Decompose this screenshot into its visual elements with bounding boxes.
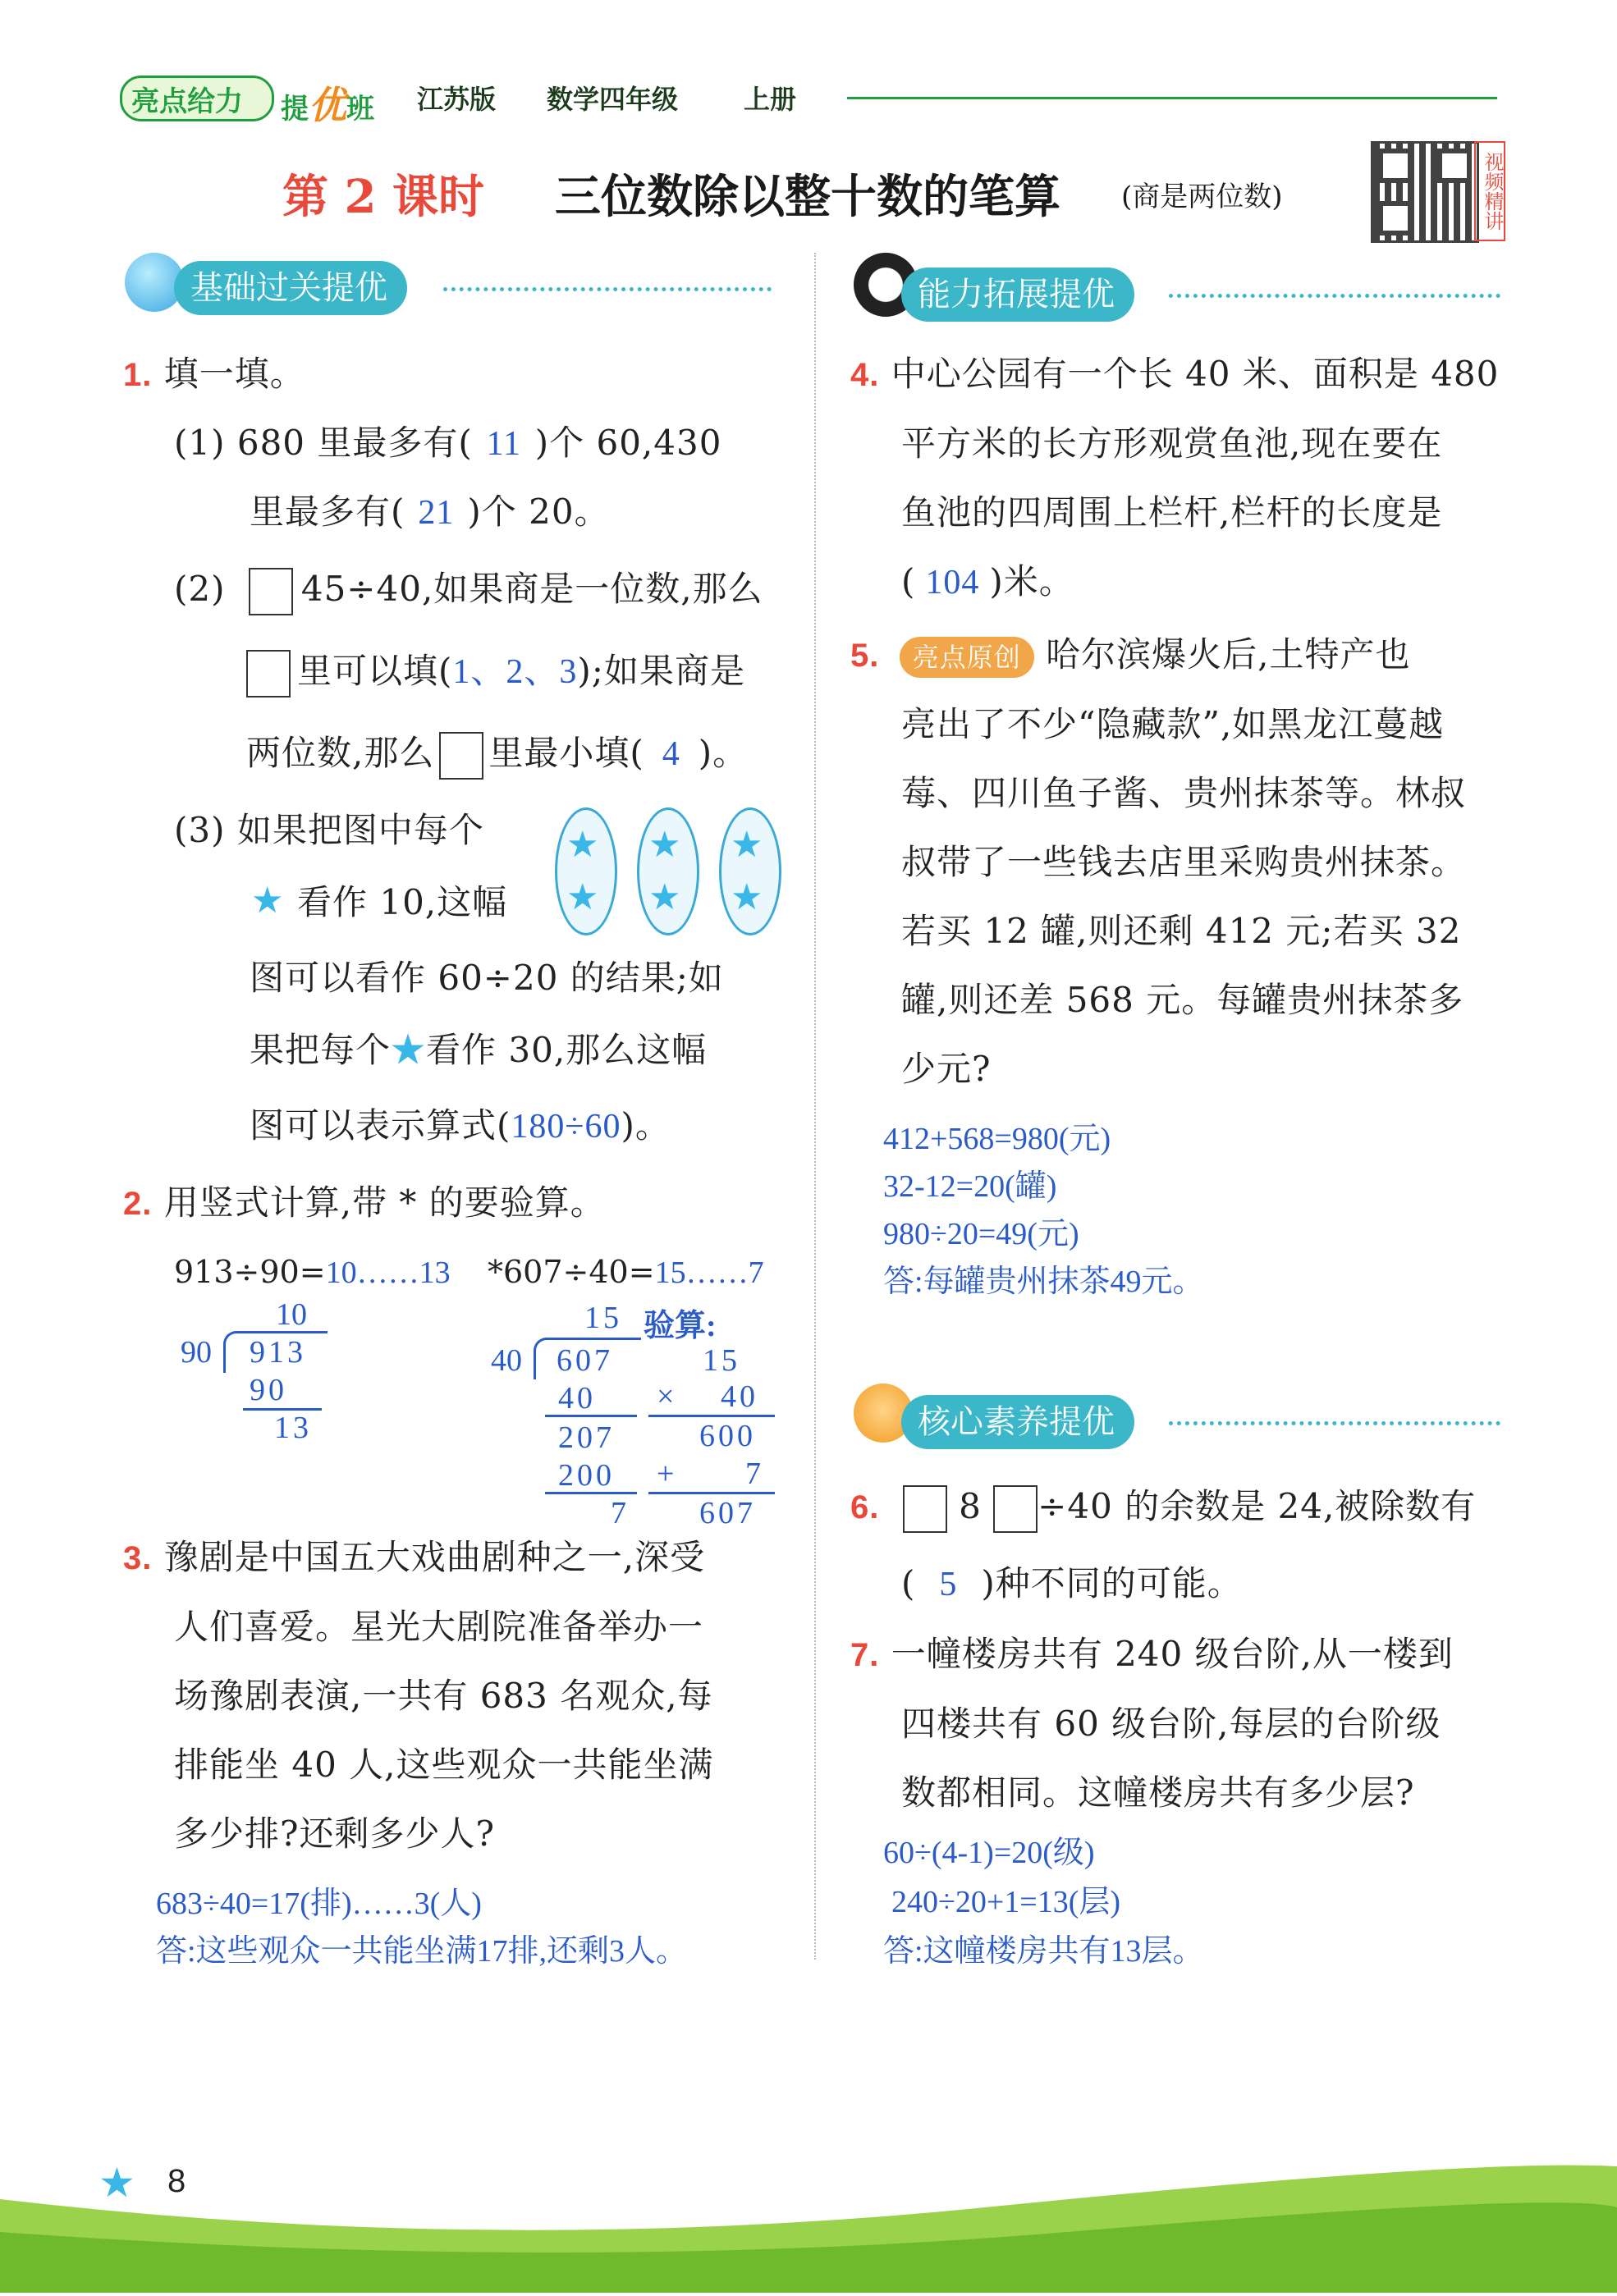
column-divider [814, 253, 816, 1960]
q5-answer-4[interactable]: 答:每罐贵州抹茶49元。 [883, 1265, 1204, 1299]
q2-stem [123, 1169, 606, 1238]
q1-p3-text-d: )。 [621, 1105, 671, 1146]
q7-line-1 [850, 1620, 1507, 1690]
q1-p2-answer2[interactable]: 4 [662, 735, 680, 773]
q1-p1-text-c: 里最多有( [250, 492, 405, 532]
section-core-dots [1169, 1421, 1500, 1425]
q5-answer-1[interactable]: 412+568=980(元) [883, 1122, 1111, 1156]
qr-code[interactable] [1371, 141, 1479, 243]
q1-p1-answer2[interactable]: 21 [418, 494, 455, 532]
q7-number: 7. [850, 1637, 880, 1673]
q7-line-1-text: 一幢楼房共有 240 级台阶,从一楼到 [891, 1634, 1454, 1674]
footer-wave-graphic [0, 2134, 1617, 2293]
q6-line-1-text: ÷40 的余数是 24,被除数有 [1038, 1486, 1477, 1526]
q2-eq2-text: *607÷40= [488, 1254, 655, 1290]
q7-text [850, 1620, 1507, 1827]
q1-p2-blank-box-2[interactable] [246, 650, 291, 697]
q1-number: 1. [123, 357, 153, 393]
q1-p1-text-d: )个 20。 [467, 492, 610, 532]
q1-part1-line2 [250, 478, 610, 547]
q3-text [123, 1523, 788, 1868]
q1-part2-line2 [246, 637, 745, 707]
section-basic-dots [443, 287, 772, 291]
q1-p2-text-f: )。 [698, 733, 749, 773]
section-basic: 基础过关提优 [174, 261, 407, 315]
q2-eq1-answer[interactable]: 10……13 [325, 1255, 451, 1290]
q6-digit: 8 [959, 1486, 982, 1526]
q2-equation-2 [488, 1254, 764, 1291]
q5-line-1 [850, 620, 1507, 690]
lesson-number: 第 2 课时 [282, 170, 484, 224]
ld2-quotient: 15 [584, 1301, 622, 1335]
section-core: 核心素养提优 [901, 1395, 1134, 1449]
q4-paren-open: ( [901, 561, 916, 601]
q2-eq2-answer[interactable]: 15……7 [654, 1255, 764, 1290]
q1-stem-text: 填一填。 [163, 354, 305, 394]
footer-star-icon: ★ [98, 2159, 135, 2207]
q1-part2-line3 [246, 719, 748, 789]
q7-answer-1[interactable]: 60÷(4-1)=20(级) [883, 1836, 1095, 1870]
q5-original-tag: 亮点原创 [900, 637, 1034, 678]
ld1-dividend: 913 [250, 1335, 306, 1370]
footer-wave [0, 2134, 1617, 2293]
q3-line-1 [123, 1523, 788, 1593]
q5-line-3: 莓、四川鱼子酱、贵州抹茶等。林叔 [901, 773, 1467, 813]
brand-suffix-b: 优 [309, 83, 346, 127]
star-icon: ★ [731, 824, 763, 866]
q6-line-2 [901, 1549, 1243, 1619]
q5-line-7: 少元? [901, 1049, 992, 1089]
q5-line-6: 罐,则还差 568 元。每罐贵州抹茶多 [901, 980, 1464, 1020]
ld2-rule-2 [545, 1492, 637, 1494]
volume-label: 上册 [744, 84, 797, 115]
ld1-remainder: 13 [274, 1411, 312, 1445]
q6-blank-box-1[interactable] [903, 1485, 947, 1533]
q5-line-5: 若买 12 罐,则还剩 412 元;若买 32 [901, 911, 1462, 951]
q1-part3-line1: (3) 如果把图中每个 [174, 810, 484, 850]
star-icon: ★ [566, 876, 599, 918]
q6-answer[interactable]: 5 [939, 1566, 958, 1603]
q4-number: 4. [850, 357, 880, 393]
q2-number: 2. [123, 1186, 153, 1222]
q6-paren-open: ( [901, 1563, 916, 1603]
brand-suffix-c: 班 [346, 93, 374, 126]
q1-p3-text-b: 看作 30,那么这幅 [426, 1030, 708, 1070]
q4-line-1 [850, 340, 1507, 409]
check-addend: 7 [745, 1457, 761, 1491]
subject-label: 数学四年级 [547, 84, 679, 115]
star-icon: ★ [251, 880, 284, 922]
brand-suffix [281, 75, 374, 130]
q1-part3-line4 [250, 1016, 707, 1085]
brand-suffix-a: 提 [281, 93, 309, 126]
ld1-quotient: 10 [276, 1297, 307, 1332]
q1-part1-line1 [174, 409, 721, 478]
q1-part3-line2: 看作 10,这幅 [297, 882, 508, 922]
ld2-subtract-1: 40 [558, 1381, 596, 1416]
q1-p2-text-e: 里最小填( [488, 733, 644, 773]
q3-answer-calc[interactable]: 683÷40=17(排)……3(人) [156, 1887, 482, 1921]
check-rule-2 [648, 1492, 775, 1494]
q6-line-2-text: )种不同的可能。 [981, 1563, 1243, 1603]
q5-answer-2[interactable]: 32-12=20(罐) [883, 1169, 1057, 1204]
q1-p2-text-a: 45÷40,如果商是一位数,那么 [300, 569, 763, 609]
q1-p1-text-a: (1) 680 里最多有( [174, 423, 473, 463]
ld2-remainder-1: 207 [558, 1420, 615, 1455]
q2-eq1-text: 913÷90= [174, 1254, 326, 1290]
section-ability: 能力拓展提优 [901, 268, 1134, 322]
page-number: 8 [167, 2163, 186, 2199]
q7-line-3: 数都相同。这幢楼房共有多少层? [901, 1772, 1415, 1813]
ld2-divisor: 40 [491, 1343, 522, 1378]
q6-blank-box-2[interactable] [993, 1485, 1038, 1533]
q1-part3-line3: 图可以看作 60÷20 的结果;如 [250, 958, 724, 998]
q4-text [850, 340, 1507, 617]
q1-p2-text-d: 两位数,那么 [246, 733, 435, 773]
header-rule [847, 97, 1497, 99]
q1-p2-text-c: );如果商是 [577, 651, 745, 691]
q1-p3-text-a: 果把每个 [250, 1030, 392, 1070]
check-factor-b: 40 [721, 1379, 758, 1414]
ld1-subtract: 90 [250, 1373, 287, 1407]
q5-number: 5. [850, 638, 880, 674]
q3-line-1-text: 豫剧是中国五大戏曲剧种之一,深受 [163, 1537, 706, 1577]
check-op-times: × [657, 1379, 675, 1414]
q1-p3-text-c: 图可以表示算式( [250, 1105, 511, 1146]
q7-answer-2[interactable]: 240÷20+1=13(层) [891, 1885, 1121, 1919]
lesson-subtitle: (商是两位数) [1121, 181, 1283, 213]
q3-number: 3. [123, 1540, 153, 1576]
q1-p2-blank-box-3[interactable] [439, 732, 483, 780]
q2-stem-text: 用竖式计算,带 * 的要验算。 [163, 1182, 606, 1223]
video-label: 视频精讲 [1474, 141, 1505, 241]
q2-equation-1 [174, 1254, 451, 1291]
brand-name: 亮点给力 [131, 85, 243, 118]
q5-answer-3[interactable]: 980÷20=49(元) [883, 1217, 1079, 1251]
q3-line-4: 排能坐 40 人,这些观众一共能坐满 [174, 1745, 714, 1785]
q3-line-5: 多少排?还剩多少人? [174, 1813, 496, 1854]
q1-p2-answer1[interactable]: 1、2、3 [452, 653, 578, 691]
q4-line-4 [850, 547, 1507, 617]
q4-line-3: 鱼池的四周围上栏杆,栏杆的长度是 [901, 492, 1443, 533]
check-total: 607 [699, 1496, 756, 1530]
q3-answer-text[interactable]: 答:这些观众一共能坐满17排,还剩3人。 [156, 1934, 688, 1969]
q1-p1-answer1[interactable]: 11 [486, 425, 521, 463]
q3-line-3: 场豫剧表演,一共有 683 名观众,每 [174, 1676, 713, 1716]
ld2-dividend: 607 [557, 1343, 613, 1378]
check-factor-a: 15 [703, 1343, 740, 1378]
q1-p2-text-b: 里可以填( [297, 651, 453, 691]
q6-number: 6. [850, 1489, 880, 1525]
q5-line-1-text: 哈尔滨爆火后,土特产也 [1046, 634, 1411, 675]
ld2-rule-1 [545, 1415, 637, 1417]
q4-answer[interactable]: 104 [925, 564, 980, 601]
star-icon: ★ [731, 876, 763, 918]
check-product: 600 [699, 1419, 756, 1453]
check-op-plus: + [657, 1457, 675, 1491]
q1-part2-line1 [174, 555, 763, 624]
lesson-title: 三位数除以整十数的笔算 [555, 170, 1060, 224]
star-icon: ★ [391, 1030, 427, 1070]
q1-p2-blank-box[interactable] [249, 568, 293, 615]
ld2-remainder: 7 [611, 1496, 626, 1530]
ld1-divisor: 90 [181, 1335, 212, 1370]
q5-line-2: 亮出了不少“隐藏款”,如黑龙江蔓越 [901, 704, 1445, 744]
q1-p1-text-b: )个 60,430 [534, 423, 722, 463]
q6-line-1 [850, 1472, 1476, 1542]
q1-p3-answer[interactable]: 180÷60 [511, 1108, 621, 1146]
ld2-subtract-2: 200 [558, 1458, 615, 1493]
q7-line-2: 四楼共有 60 级台阶,每层的台阶级 [901, 1704, 1441, 1744]
q4-paren-close: )米。 [989, 561, 1074, 601]
q1-p2-label: (2) [174, 569, 226, 609]
q1-stem [123, 340, 305, 409]
check-rule-1 [648, 1415, 775, 1417]
check-label: 验算: [644, 1309, 717, 1343]
q4-line-2: 平方米的长方形观赏鱼池,现在要在 [901, 423, 1443, 464]
q5-line-4: 叔带了一些钱去店里采购贵州抹茶。 [901, 842, 1467, 882]
q5-text [850, 620, 1507, 1104]
star-icon: ★ [648, 824, 681, 866]
star-icon: ★ [648, 876, 681, 918]
q1-part3-line5 [250, 1091, 671, 1161]
section-ability-dots [1169, 294, 1500, 298]
edition-label: 江苏版 [417, 84, 497, 115]
q3-line-2: 人们喜爱。星光大剧院准备举办一 [174, 1607, 704, 1647]
star-icon: ★ [566, 824, 599, 866]
q4-line-1-text: 中心公园有一个长 40 米、面积是 480 [891, 354, 1500, 394]
q7-answer-3[interactable]: 答:这幢楼房共有13层。 [883, 1934, 1204, 1969]
